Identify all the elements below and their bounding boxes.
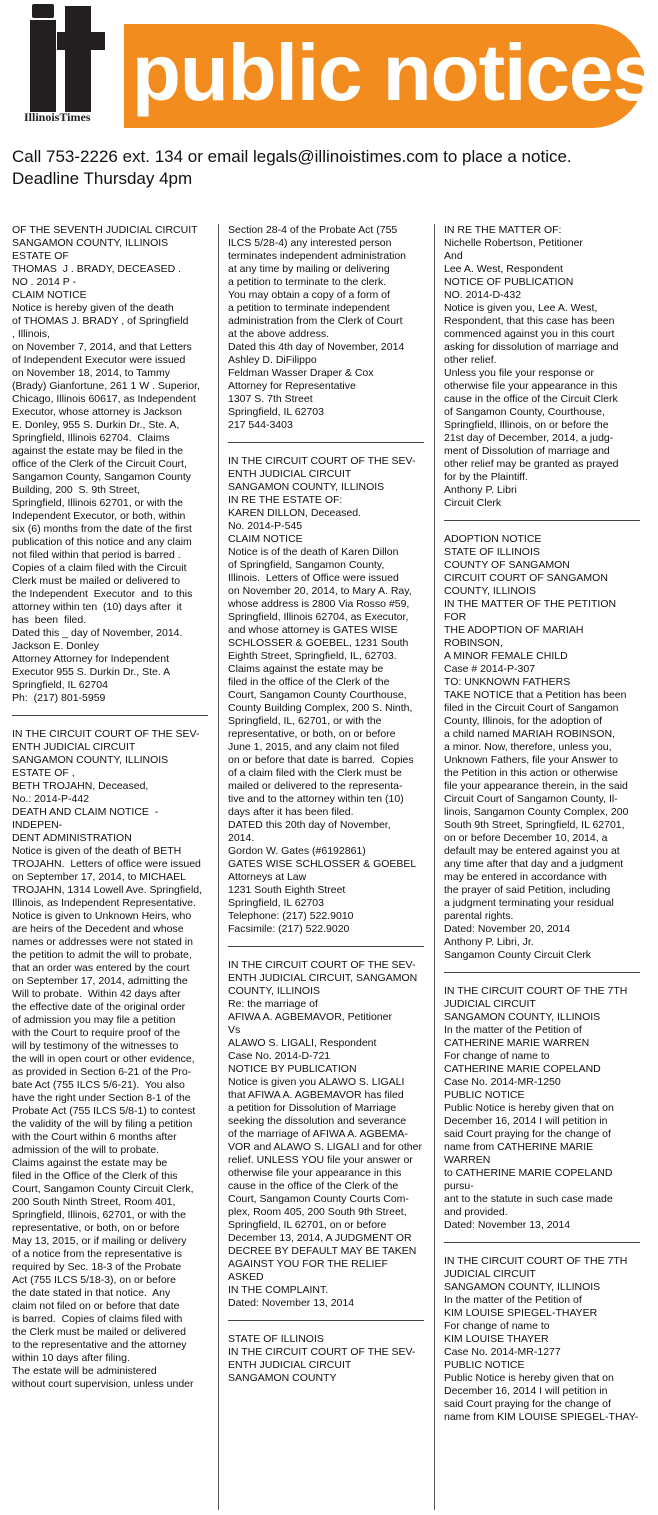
illinois-times-logo — [10, 2, 122, 130]
notice-text: ADOPTION NOTICE STATE OF ILLINOIS COUNTY OF SANGAMON CIRCUIT COURT OF SANGAMON COUNTY, ILLINOIS IN THE MATTER OF THE PETITION FOR THE ADOPTION OF MARIAH ROBINSON, A MINOR FEMALE CHILD Case # 2014-P-307 TO: UNKNOWN FATHERS TAKE NOTICE that a Petition has been filed in the Circuit Court of Sangamon County, Illinois, for the adoption of a child named MARIAH ROBINSON, a minor. Now, therefore, unless you, Unknown Fathers, file your Answer to the Petition in this action or otherwise file your appearance therein, in the said Circuit Court of Sangamon County, Il- linois, Sangamon County Complex, 200 South 9th Street, Springfield, IL 62701, on or before December 10, 2014, a default may be entered against you at any time after that day and a judgment may be entered in accordance with the prayer of said Petition, including a judgment terminating your residual parental rights. Dated: November 20, 2014 Anthony P. Libri, Jr. Sangamon County Circuit Clerk — [444, 533, 629, 961]
column-divider — [434, 224, 435, 1510]
notice-text: IN THE CIRCUIT COURT OF THE SEV- ENTH JUDICIAL CIRCUIT SANGAMON COUNTY, ILLINOIS ESTATE OF , BETH TROJAHN, Deceased, No.: 2014-P-442 DEATH AND CLAIM NOTICE - INDEPEN- DENT ADMINISTRATION Notice is given of the death of BETH TROJAHN. Letters of office were issued on September 17, 2014, to MICHAEL TROJAHN, 1314 Lowell Ave. Springfield, Illinois, as Independent Representative. Notice is given to Unknown Heirs, who are heirs of the Decedent and whose names or addresses were not stated in the petition to admit the will to probate, that an order was entered by the court on September 17, 2014, admitting the Will to probate. Within 42 days after the effective date of the original order of admission you may file a petition with the Court to require proof of the will by testimony of the witnesses to the will in open court or other evidence, as provided in Section 6-21 of the Pro- bate Act (755 ILCS 5/6-21). You also have the right under Section 8-1 of the Probate Act (755 ILCS 5/8-1) to contest the validity of the will by filing a petition with the Court within 6 months after admission of the will to probate. Claims against the estate may be filed in the Office of the Clerk of this Court, Sangamon County Circuit Clerk, 200 South Ninth Street, Room 401, Springfield, Illinois, 62701, or with the representative, or both, on or before May 13, 2015, or if mailing or delivery of a notice from the representative is required by Sec. 18-3 of the Probate Act (755 ILCS 5/18-3), on or before the date stated in that notice. Any claim not filed on or before that date is barred. Copies of claims filed with the Clerk must be mailed or delivered to the representative and the attorney within 10 days after filing. The estate will be administered without court supervision, unless under — [12, 728, 203, 1390]
notice-warren-name-change — [444, 985, 640, 1232]
notice-separator — [228, 946, 424, 947]
notices-column-1 — [12, 224, 208, 1391]
notice-text: IN THE CIRCUIT COURT OF THE 7TH JUDICIAL CIRCUIT SANGAMON COUNTY, ILLINOIS In the matter of the Petition of KIM LOUISE SPIEGEL-THAYER For change of name to KIM LOUISE THAYER Case No. 2014-MR-1277 PUBLIC NOTICE Public Notice is hereby given that on December 16, 2014 I will petition in said Court praying for the change of name from KIM LOUISE SPIEGEL-THAY- — [444, 1255, 639, 1423]
logo-brand-text: IllinoisTimes — [24, 110, 91, 124]
notices-column-2 — [228, 224, 424, 1385]
deadline-line: Deadline Thursday 4pm — [12, 169, 193, 188]
logo-t-cross-shape — [57, 32, 105, 50]
notice-separator — [228, 442, 424, 443]
notice-text: Section 28-4 of the Probate Act (755 ILCS 5/28-4) any interested person terminates independent administration at any time by mailing or delivering a petition to terminate to the clerk. You may obtain a copy of a form of a petition to terminate independent administration from the Clerk of Court at the above address. Dated this 4th day of November, 2014 Ashley D. DiFilippo Feldman Wasser Draper & Cox Attorney for Representative 1307 S. 7th Street Springfield, IL 62703 217 544-3403 — [228, 224, 407, 431]
notice-state-of-illinois — [228, 1333, 424, 1385]
notice-adoption-robinson — [444, 533, 640, 962]
logo-dot-shape — [32, 4, 54, 18]
masthead — [0, 0, 658, 140]
notice-text: IN THE CIRCUIT COURT OF THE SEV- ENTH JUDICIAL CIRCUIT SANGAMON COUNTY, ILLINOIS IN RE THE ESTATE OF: KAREN DILLON, Deceased. No. 2014-P-545 CLAIM NOTICE Notice is of the death of Karen Dillon of Springfield, Sangamon County, Illinois. Letters of Office were issued on November 20, 2014, to Mary A. Ray, whose address is 2800 Via Rosso #59, Springfield, Illinois 62704, as Executor, and whose attorney is GATES WISE SCHLOSSER & GOEBEL, 1231 South Eighth Street, Springfield, IL, 62703. Claims against the estate may be filed in the office of the Clerk of the Court, Sangamon County Courthouse, County Building Complex, 200 S. Ninth, Springfield, IL, 62701, or with the representative, or both, on or before June 1, 2015, and any claim not filed on or before that date is barred. Copies of a claim filed with the Clerk must be mailed or delivered to the representa- tive and to the attorney within ten (10) days after it has been filed. DATED this 20th day of November, 2014. Gordon W. Gates (#6192861) GATES WISE SCHLOSSER & GOEBEL Attorneys at Law 1231 South Eighth Street Springfield, IL 62703 Telephone: (217) 522.9010 Facsimile: (217) 522.9020 — [228, 455, 417, 935]
notice-text: IN RE THE MATTER OF: Nichelle Robertson, Petitioner And Lee A. West, Respondent NOTICE OF PUBLICATION NO. 2014-D-432 Notice is given you, Lee A. West, Respondent, that this case has been commenced against you in this court asking for dissolution of marriage and other relief. Unless you file your response or otherwise file your appearance in this cause in the office of the Circuit Clerk of Sangamon County, Courthouse, Springfield, Illinois, on or before the 21st day of December, 2014, a judg- ment of Dissolution of marriage and other relief may be granted as prayed for by the Plaintiff. Anthony P. Libri Circuit Clerk — [444, 224, 619, 509]
notice-spiegel-thayer-name-change — [444, 1255, 640, 1424]
notice-separator — [444, 520, 640, 521]
notice-separator — [228, 1320, 424, 1321]
notice-brady-estate — [12, 224, 208, 705]
notice-trojahn-estate — [12, 728, 208, 1391]
contact-info — [12, 146, 572, 190]
notice-text: IN THE CIRCUIT COURT OF THE SEV- ENTH JUDICIAL CIRCUIT, SANGAMON COUNTY, ILLINOIS Re: the marriage of AFIWA A. AGBEMAVOR, Petitioner Vs ALAWO S. LIGALI, Respondent Case No. 2014-D-721 NOTICE BY PUBLICATION Notice is given you ALAWO S. LIGALI that AFIWA A. AGBEMAVOR has filed a petition for Dissolution of Marriage seeking the dissolution and severance of the marriage of AFIWA A. AGBEMA- VOR and ALAWO S. LIGALI and for other relief. UNLESS YOU file your answer or otherwise file your appearance in this cause in the office of the Clerk of the Court, Sangamon County Courts Com- plex, Room 405, 200 South 9th Street, Springfield, IL 62701, on or before December 13, 2014, A JUDGMENT OR DECREE BY DEFAULT MAY BE TAKEN AGAINST YOU FOR THE RELIEF ASKED IN THE COMPLAINT. Dated: November 13, 2014 — [228, 959, 422, 1309]
notice-agbemavor-marriage — [228, 959, 424, 1310]
notice-text: OF THE SEVENTH JUDICIAL CIRCUIT SANGAMON COUNTY, ILLINOIS ESTATE OF THOMAS J . BRADY, DECEASED . NO . 2014 P - CLAIM NOTICE Notice is hereby given of the death of THOMAS J. BRADY , of Springfield , Illinois, on November 7, 2014, and that Letters of Independent Executor were issued on November 18, 2014, to Tammy (Brady) Gianfortune, 261 1 W . Superior, Chicago, Illinois 60617, as Independent Executor, whose attorney is Jackson E. Donley, 955 S. Durkin Dr., Ste. A, Springfield, Illinois 62704. Claims against the estate may be filed in the office of the Clerk of the Circuit Court, Sangamon County, Sangamon County Building, 200 S. 9th Street, Springfield, Illinois 62701, or with the Independent Executor, or both, within six (6) months from the date of the first publication of this notice and any claim not filed within that period is barred . Copies of a claim filed with the Circuit Clerk must be mailed or delivered to the Independent Executor and to this attorney within ten (10) days after it has been filed. Dated this _ day of November, 2014. Jackson E. Donley Attorney Attorney for Independent Executor 955 S. Durkin Dr., Ste. A Springfield, IL 62704 Ph: (217) 801-5959 — [12, 224, 200, 704]
notices-column-3 — [444, 224, 640, 1424]
notice-separator — [444, 972, 640, 973]
notice-text: IN THE CIRCUIT COURT OF THE 7TH JUDICIAL CIRCUIT SANGAMON COUNTY, ILLINOIS In the matter of the Petition of CATHERINE MARIE WARREN For change of name to CATHERINE MARIE COPELAND Case No. 2014-MR-1250 PUBLIC NOTICE Public Notice is hereby given that on December 16, 2014 I will petition in said Court praying for the change of name from CATHERINE MARIE WARREN to CATHERINE MARIE COPELAND pursu- ant to the statute in such case made and provided. Dated: November 13, 2014 — [444, 985, 628, 1231]
logo-i-shape — [30, 20, 56, 112]
notice-separator — [444, 1242, 640, 1243]
notice-robertson-west — [444, 224, 640, 510]
section-title: public notices — [132, 28, 656, 117]
notice-text: STATE OF ILLINOIS IN THE CIRCUIT COURT OF THE SEV- ENTH JUDICIAL CIRCUIT SANGAMON COUNTY — [228, 1333, 416, 1384]
notice-separator — [12, 715, 208, 716]
notice-trojahn-continued — [228, 224, 424, 432]
logo-t-stem-shape — [65, 6, 91, 112]
section-banner — [124, 24, 656, 128]
notice-dillon-estate — [228, 455, 424, 936]
contact-line: Call 753-2226 ext. 134 or email legals@illinoistimes.com to place a notice. — [12, 147, 572, 166]
column-divider — [218, 224, 219, 1510]
